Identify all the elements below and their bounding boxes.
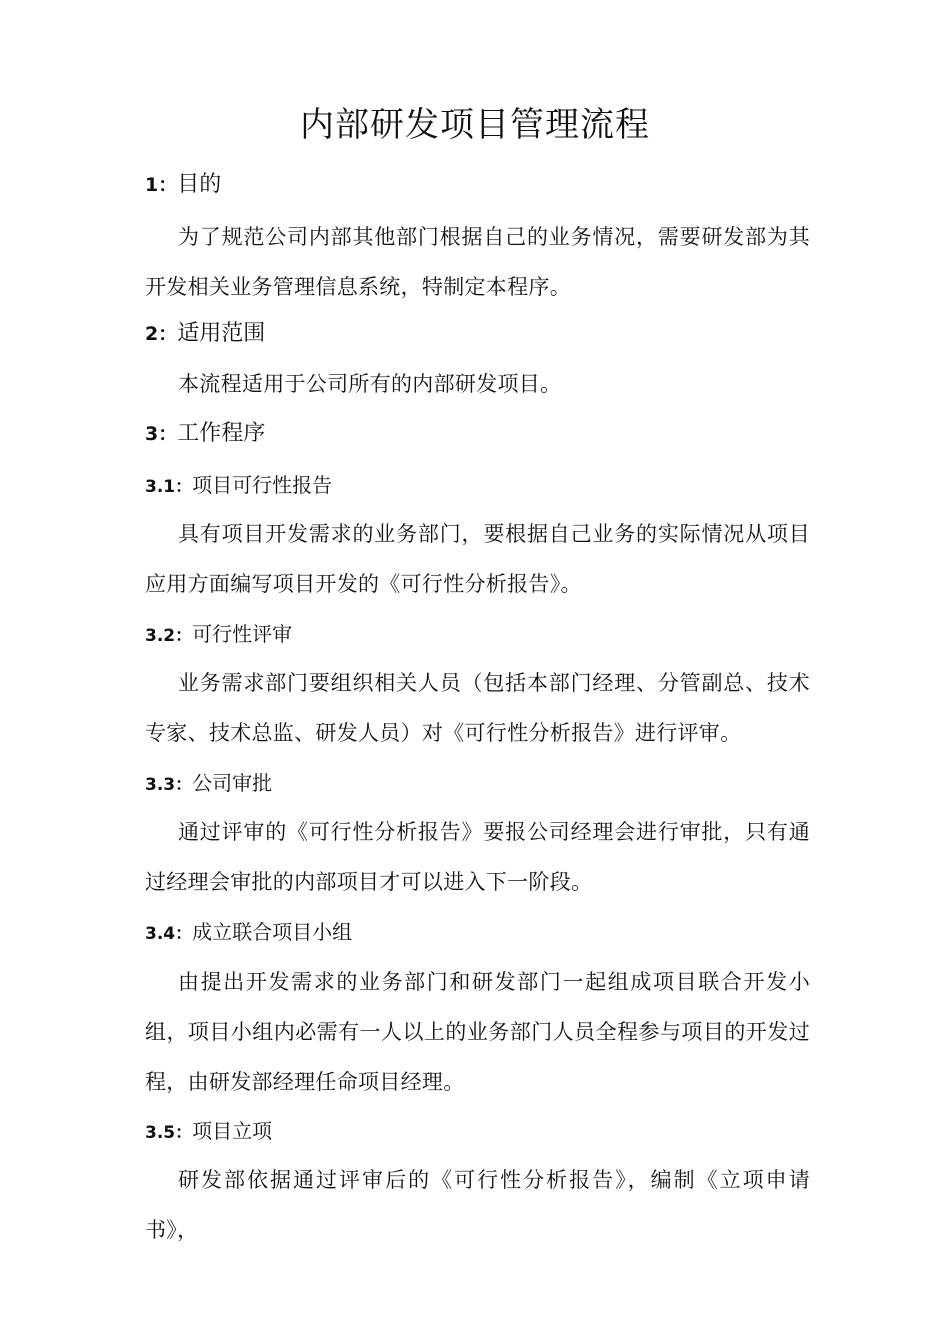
subsection-title: 可行性评审 <box>192 622 293 646</box>
document-title: 内部研发项目管理流程 <box>300 105 650 145</box>
subsection-paragraph-3-1: 具有项目开发需求的业务部门，要根据自己业务的实际情况从项目应用方面编写项目开发的《可行性分析报告》。 <box>145 522 810 596</box>
subsection-number: 3.2： <box>145 626 193 646</box>
subsection-title: 公司审批 <box>192 771 273 795</box>
section-title: 工作程序 <box>177 421 266 446</box>
section-heading-2 <box>145 319 810 349</box>
subsection-number: 3.1： <box>145 477 193 497</box>
subsection-title: 项目可行性报告 <box>192 473 333 497</box>
subsection-paragraph-3-5: 研发部依据通过评审后的《可行性分析报告》，编制《立项申请书》， <box>145 1168 810 1242</box>
subsection-title: 成立联合项目小组 <box>192 920 353 944</box>
section-paragraph-1: 为了规范公司内部其他部门根据自己的业务情况，需要研发部为其开发相关业务管理信息系统，特制定本程序。 <box>145 225 810 299</box>
section-heading-1 <box>145 170 810 200</box>
subsection-heading-3-2 <box>145 620 810 650</box>
section-number: 1： <box>145 174 178 196</box>
section-number: 3： <box>145 423 178 445</box>
section-title: 适用范围 <box>177 321 266 346</box>
subsection-title: 项目立项 <box>192 1119 273 1143</box>
subsection-paragraph-3-3: 通过评审的《可行性分析报告》要报公司经理会进行审批，只有通过经理会审批的内部项目才可以进入下一阶段。 <box>145 820 810 894</box>
section-title: 目的 <box>177 172 222 197</box>
subsection-paragraph-3-4: 由提出开发需求的业务部门和研发部门一起组成项目联合开发小组，项目小组内必需有一人以上的业务部门人员全程参与项目的开发过程，由研发部经理任命项目经理。 <box>145 970 810 1094</box>
subsection-heading-3-5 <box>145 1117 810 1147</box>
section-number: 2： <box>145 323 178 345</box>
subsection-heading-3-4 <box>145 918 810 948</box>
section-heading-3 <box>145 419 810 449</box>
section-paragraph-2: 本流程适用于公司所有的内部研发项目。 <box>178 372 562 396</box>
subsection-heading-3-3 <box>145 769 810 799</box>
subsection-number: 3.3： <box>145 775 193 795</box>
subsection-number: 3.5： <box>145 1123 193 1143</box>
subsection-heading-3-1 <box>145 471 810 501</box>
subsection-number: 3.4： <box>145 924 193 944</box>
subsection-paragraph-3-2: 业务需求部门要组织相关人员（包括本部门经理、分管副总、技术专家、技术总监、研发人员）对《可行性分析报告》进行评审。 <box>145 671 810 745</box>
